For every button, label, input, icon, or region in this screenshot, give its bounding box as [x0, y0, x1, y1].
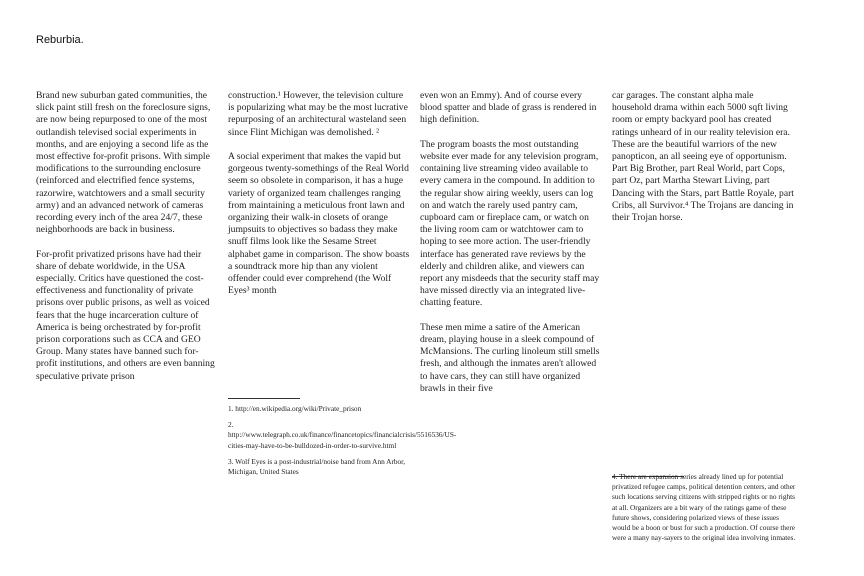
footnote: 2. http://www.telegraph.co.uk/finance/financetopics/financialcrisis/5516536/US-cities-may-have-to-be-bulldozed-in-order-to-survive.html — [228, 420, 457, 450]
text-column-3 — [420, 90, 602, 407]
page-title: Reburbia. — [36, 34, 84, 46]
footnotes-column-2 — [228, 404, 457, 483]
footnote-divider — [228, 398, 300, 399]
body-paragraph: A social experiment that makes the vapid but gorgeous twenty-somethings of the Real World seem so obsolete in comparison, it has a huge variety of organized team challenges ranging from maintaining a meticulous front lawn and organizing their walk-in closets of orange jumpsuits to objectives so badass they make snuff films look like the Sesame Street alphabet game in comparison. The show boasts a soundtrack more hip than any violent offender could ever comprehend (the Wolf Eyes³ month — [228, 151, 410, 297]
body-paragraph: The program boasts the most outstanding website ever made for any television program, containing live streaming video available to every camera in the compound. In addition to the regular show airing weekly, users can log on and watch the rarely used pantry cam, cupboard cam or fireplace cam, or watch on the living room cam or watchtower cam to hoping to see more action. The user-friendly interface has generated rave reviews by the elderly and children alike, and viewers can report any misdeeds that the security staff may have missed directly via an integrated live-chatting feature. — [420, 138, 600, 309]
body-paragraph: even won an Emmy). And of course every blood spatter and blade of grass is rendered in high definition. — [420, 90, 597, 126]
body-paragraph: Brand new suburban gated communities, the slick paint still fresh on the foreclosure signs, are now being repurposed to one of the most outlandish televised social experiments in months, and are enjoying a second life as the most effective for-profit prisons. With simple modifications to the surrounding enclosure (reinforced and electrified fence systems, razorwire, watchtowers and a small security army) and an advanced network of cameras recording every inch of the area 24/7, these neighborhoods are back in business. — [36, 90, 211, 236]
text-column-2 — [228, 90, 410, 310]
body-paragraph: car garages. The constant alpha male household drama within each 5000 sqft living room or empty backyard pool has created ratings unheard of in our reality television era. These are the beautiful warriors of the new panopticon, an all seeing eye of opportunism. Part Big Brother, part Real World, part Cops, part Oz, part Martha Stewart Living, part Dancing with the Stars, part Battle Royale, part Cribs, all Survivor.⁴ The Trojans are dancing in their Trojan horse. — [612, 90, 794, 224]
footnotes-column-4 — [612, 472, 798, 549]
text-column-1 — [36, 90, 218, 395]
body-paragraph: For-profit privatized prisons have had their share of debate worldwide, in the USA especially. Critics have questioned the cost-effectiveness and functionality of private prisons over public prisons, as well as voiced fears that the huge incarceration culture of America is being orchestrated by for-profit prison corporations such as CCA and GEO Group. Many states have banned such for-profit institutions, and others are even banning speculative private prison — [36, 248, 215, 382]
body-paragraph: These men mime a satire of the American dream, playing house in a sleek compound of McMansions. The curling linoleum still smells fresh, and although the inmates aren't allowed to have cars, they can still have organized brawls in their five — [420, 321, 600, 394]
footnote: 4. There are expansion series already lined up for potential privatized refugee camps, political detention centers, and other such locations serving citizens with stripped rights or no rights at all. Organizers are a bit wary of the ratings game of these future shows, considering polarized views of these issues would be a boon or bust for such a production. Of course there were a many nay-sayers to the original idea involving inmates. — [612, 472, 796, 543]
body-paragraph: construction.¹ However, the television culture is popularizing what may be the most lucrative repurposing of an architectural wasteland seen since Flint Michigan was demolished. ² — [228, 90, 408, 138]
footnote: 3. Wolf Eyes is a post-industrial/noise band from Ann Arbor, Michigan, United States — [228, 456, 406, 477]
text-column-4 — [612, 90, 794, 236]
footnote: 1. http://en.wikipedia.org/wiki/Private_prison — [228, 404, 362, 413]
